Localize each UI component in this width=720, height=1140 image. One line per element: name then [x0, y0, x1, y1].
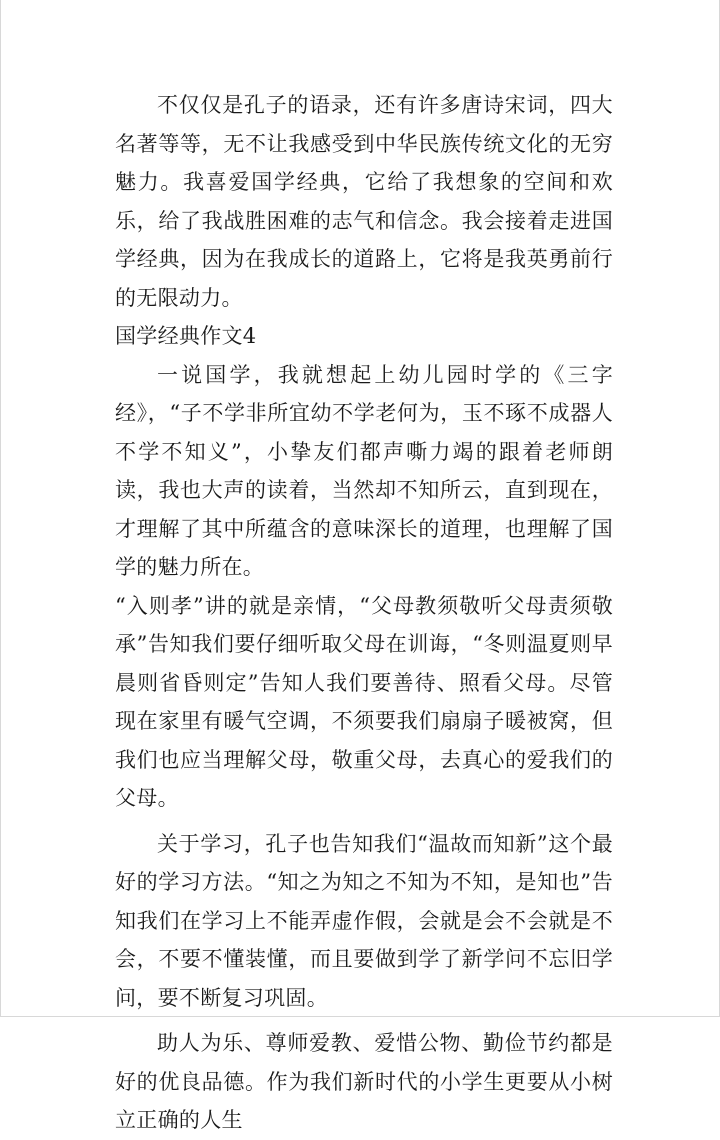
paragraph-virtues: 助人为乐、尊师爱教、爱惜公物、勤俭节约都是好的优良品德。作为我们新时代的小学生更要从小树立正确的人生 — [115, 1031, 613, 1132]
paragraph-sanzijing: 一说国学，我就想起上幼儿园时学的《三字经》，“子不学非所宜幼不学老何为，玉不琢不成器人不学不知义”，小挚友们都声嘶力竭的跟着老师朗读，我也大声的读着，当然却不知所云，直到现在，才理解了其中所蕴含的意味深长的道理，也理解了国学的魅力所在。 — [115, 362, 613, 579]
document-body — [115, 86, 613, 1140]
paragraph-intro: 不仅仅是孔子的语录，还有许多唐诗宋词，四大名著等等，无不让我感受到中华民族传统文化的无穷魅力。我喜爱国学经典，它给了我想象的空间和欢乐，给了我战胜困难的志气和信念。我会接着走进国学经典，因为在我成长的道路上，它将是我英勇前行的无限动力。 — [115, 93, 613, 310]
paragraph-learning: 关于学习，孔子也告知我们“温故而知新”这个最好的学习方法。“知之为知之不知为不知，是知也”告知我们在学习上不能弄虚作假，会就是会不会就是不会，不要不懂装懂，而且要做到学了新学问不忘旧学问，要不断复习巩固。 — [115, 831, 613, 1010]
paragraph-filial-piety: “入则孝”讲的就是亲情，“父母教须敬听父母责须敬承”告知我们要仔细听取父母在训诲，“冬则温夏则早晨则省昏则定”告知人我们要善待、照看父母。尽管现在家里有暖气空调，不须要我们扇扇子暖被窝，但我们也应当理解父母，敬重父母，去真心的爱我们的父母。 — [115, 593, 613, 810]
section-heading: 国学经典作文4 — [115, 324, 257, 348]
